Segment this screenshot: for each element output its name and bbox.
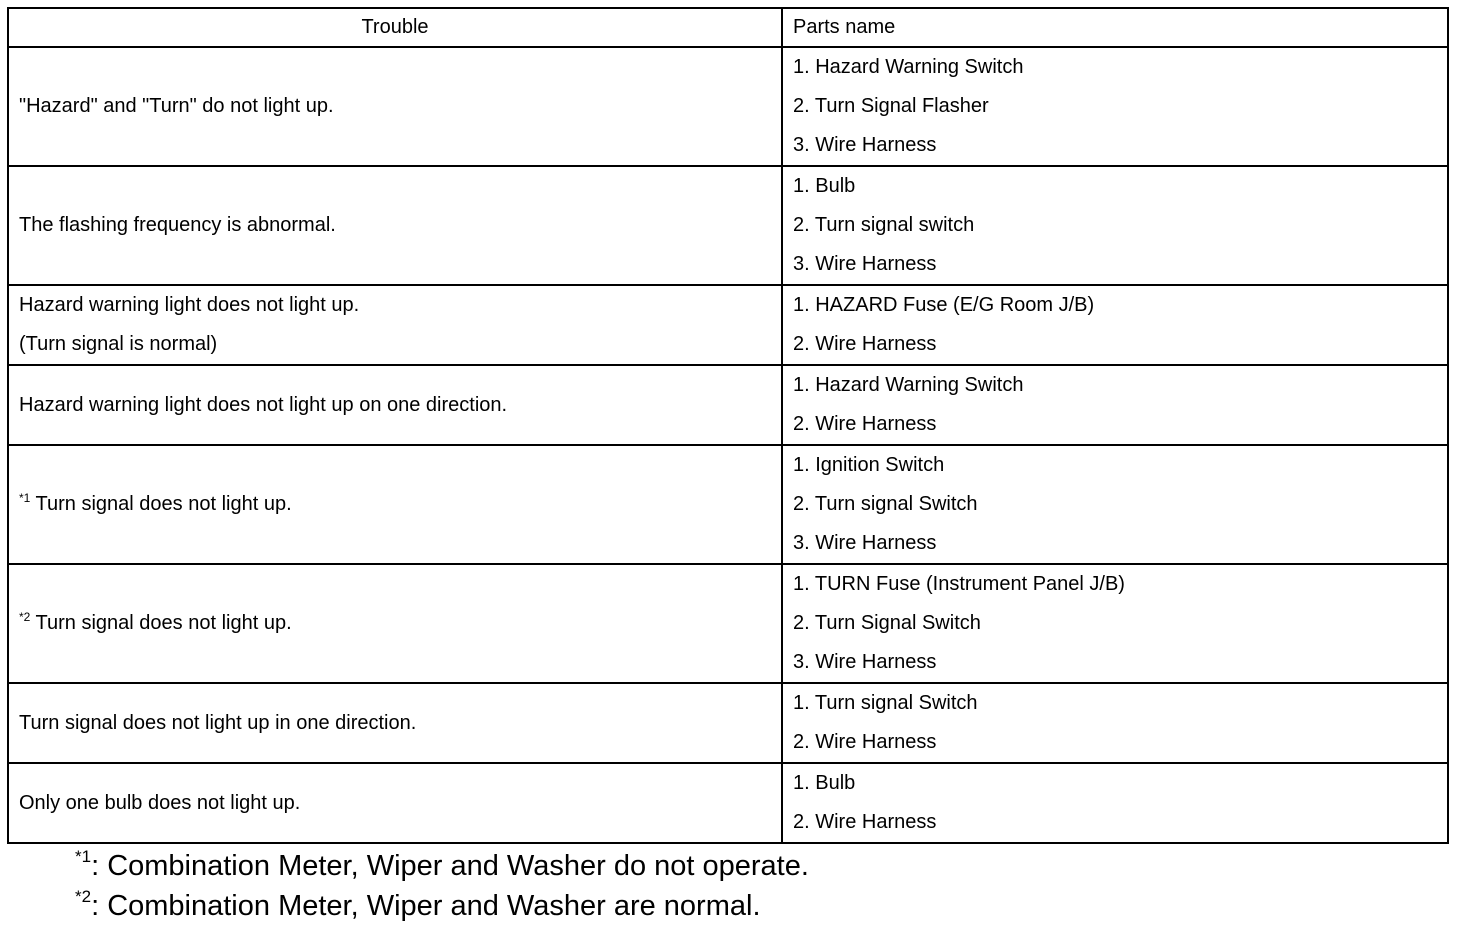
parts-cell [782, 365, 1448, 445]
part-item: 2. Turn Signal Flasher [793, 95, 989, 117]
trouble-cell [8, 683, 782, 763]
trouble-text: (Turn signal is normal) [19, 333, 218, 355]
part-item: 2. Wire Harness [793, 731, 937, 753]
footnote-mark: *1 [19, 491, 31, 505]
table-row [8, 285, 1448, 365]
trouble-cell [8, 365, 782, 445]
part-item: 2. Wire Harness [793, 413, 937, 435]
part-item: 2. Turn Signal Switch [793, 612, 981, 634]
table-header-row [8, 8, 1448, 47]
part-item: 3. Wire Harness [793, 532, 937, 554]
trouble-text: The flashing frequency is abnormal. [19, 214, 336, 236]
trouble-text: Only one bulb does not light up. [19, 791, 301, 814]
parts-cell [782, 763, 1448, 843]
trouble-text: "Hazard" and "Turn" do not light up. [19, 95, 334, 117]
part-item: 2. Wire Harness [793, 811, 937, 833]
footnotes [75, 846, 809, 926]
part-item: 1. Turn signal Switch [793, 692, 978, 714]
parts-cell [782, 285, 1448, 365]
part-item: 1. TURN Fuse (Instrument Panel J/B) [793, 573, 1125, 595]
table-row [8, 763, 1448, 843]
part-item: 3. Wire Harness [793, 253, 937, 275]
footnote [75, 846, 809, 886]
trouble-text: Hazard warning light does not light up on one direction. [19, 393, 508, 416]
header-parts-name: Parts name [782, 8, 1448, 47]
trouble-parts-table [7, 7, 1449, 844]
part-item: 3. Wire Harness [793, 134, 937, 156]
footnote-text: : Combination Meter, Wiper and Washer do not operate. [91, 850, 809, 882]
trouble-text-body: Turn signal does not light up. [35, 612, 292, 634]
trouble-cell [8, 763, 782, 843]
trouble-text-body: Turn signal does not light up. [35, 493, 292, 515]
parts-cell [782, 47, 1448, 166]
part-item: 1. Bulb [793, 772, 856, 794]
table-row [8, 47, 1448, 166]
footnote [75, 886, 809, 926]
table-row [8, 365, 1448, 445]
trouble-cell [8, 47, 782, 166]
parts-cell [782, 445, 1448, 564]
footnote-text: : Combination Meter, Wiper and Washer are normal. [91, 890, 761, 922]
table-row [8, 166, 1448, 285]
part-item: 1. Hazard Warning Switch [793, 56, 1024, 78]
part-item: 1. Ignition Switch [793, 454, 945, 476]
footnote-mark: *2 [19, 610, 31, 624]
part-item: 3. Wire Harness [793, 651, 937, 673]
part-item: 1. Hazard Warning Switch [793, 374, 1024, 396]
trouble-text: Hazard warning light does not light up. [19, 294, 360, 316]
header-trouble: Trouble [8, 8, 782, 47]
trouble-cell [8, 166, 782, 285]
footnote-mark: *1 [75, 847, 92, 866]
trouble-text: Turn signal does not light up in one direction. [19, 711, 417, 734]
table-row [8, 445, 1448, 564]
parts-cell [782, 564, 1448, 683]
parts-cell [782, 166, 1448, 285]
trouble-cell [8, 445, 782, 564]
part-item: 1. HAZARD Fuse (E/G Room J/B) [793, 294, 1095, 316]
parts-cell [782, 683, 1448, 763]
footnote-mark: *2 [75, 887, 92, 906]
trouble-cell [8, 564, 782, 683]
part-item: 1. Bulb [793, 175, 856, 197]
part-item: 2. Turn signal switch [793, 214, 975, 236]
table-row [8, 683, 1448, 763]
trouble-text [19, 485, 781, 524]
table-row [8, 564, 1448, 683]
part-item: 2. Turn signal Switch [793, 493, 978, 515]
part-item: 2. Wire Harness [793, 333, 937, 355]
trouble-text [19, 604, 781, 643]
trouble-cell [8, 285, 782, 365]
